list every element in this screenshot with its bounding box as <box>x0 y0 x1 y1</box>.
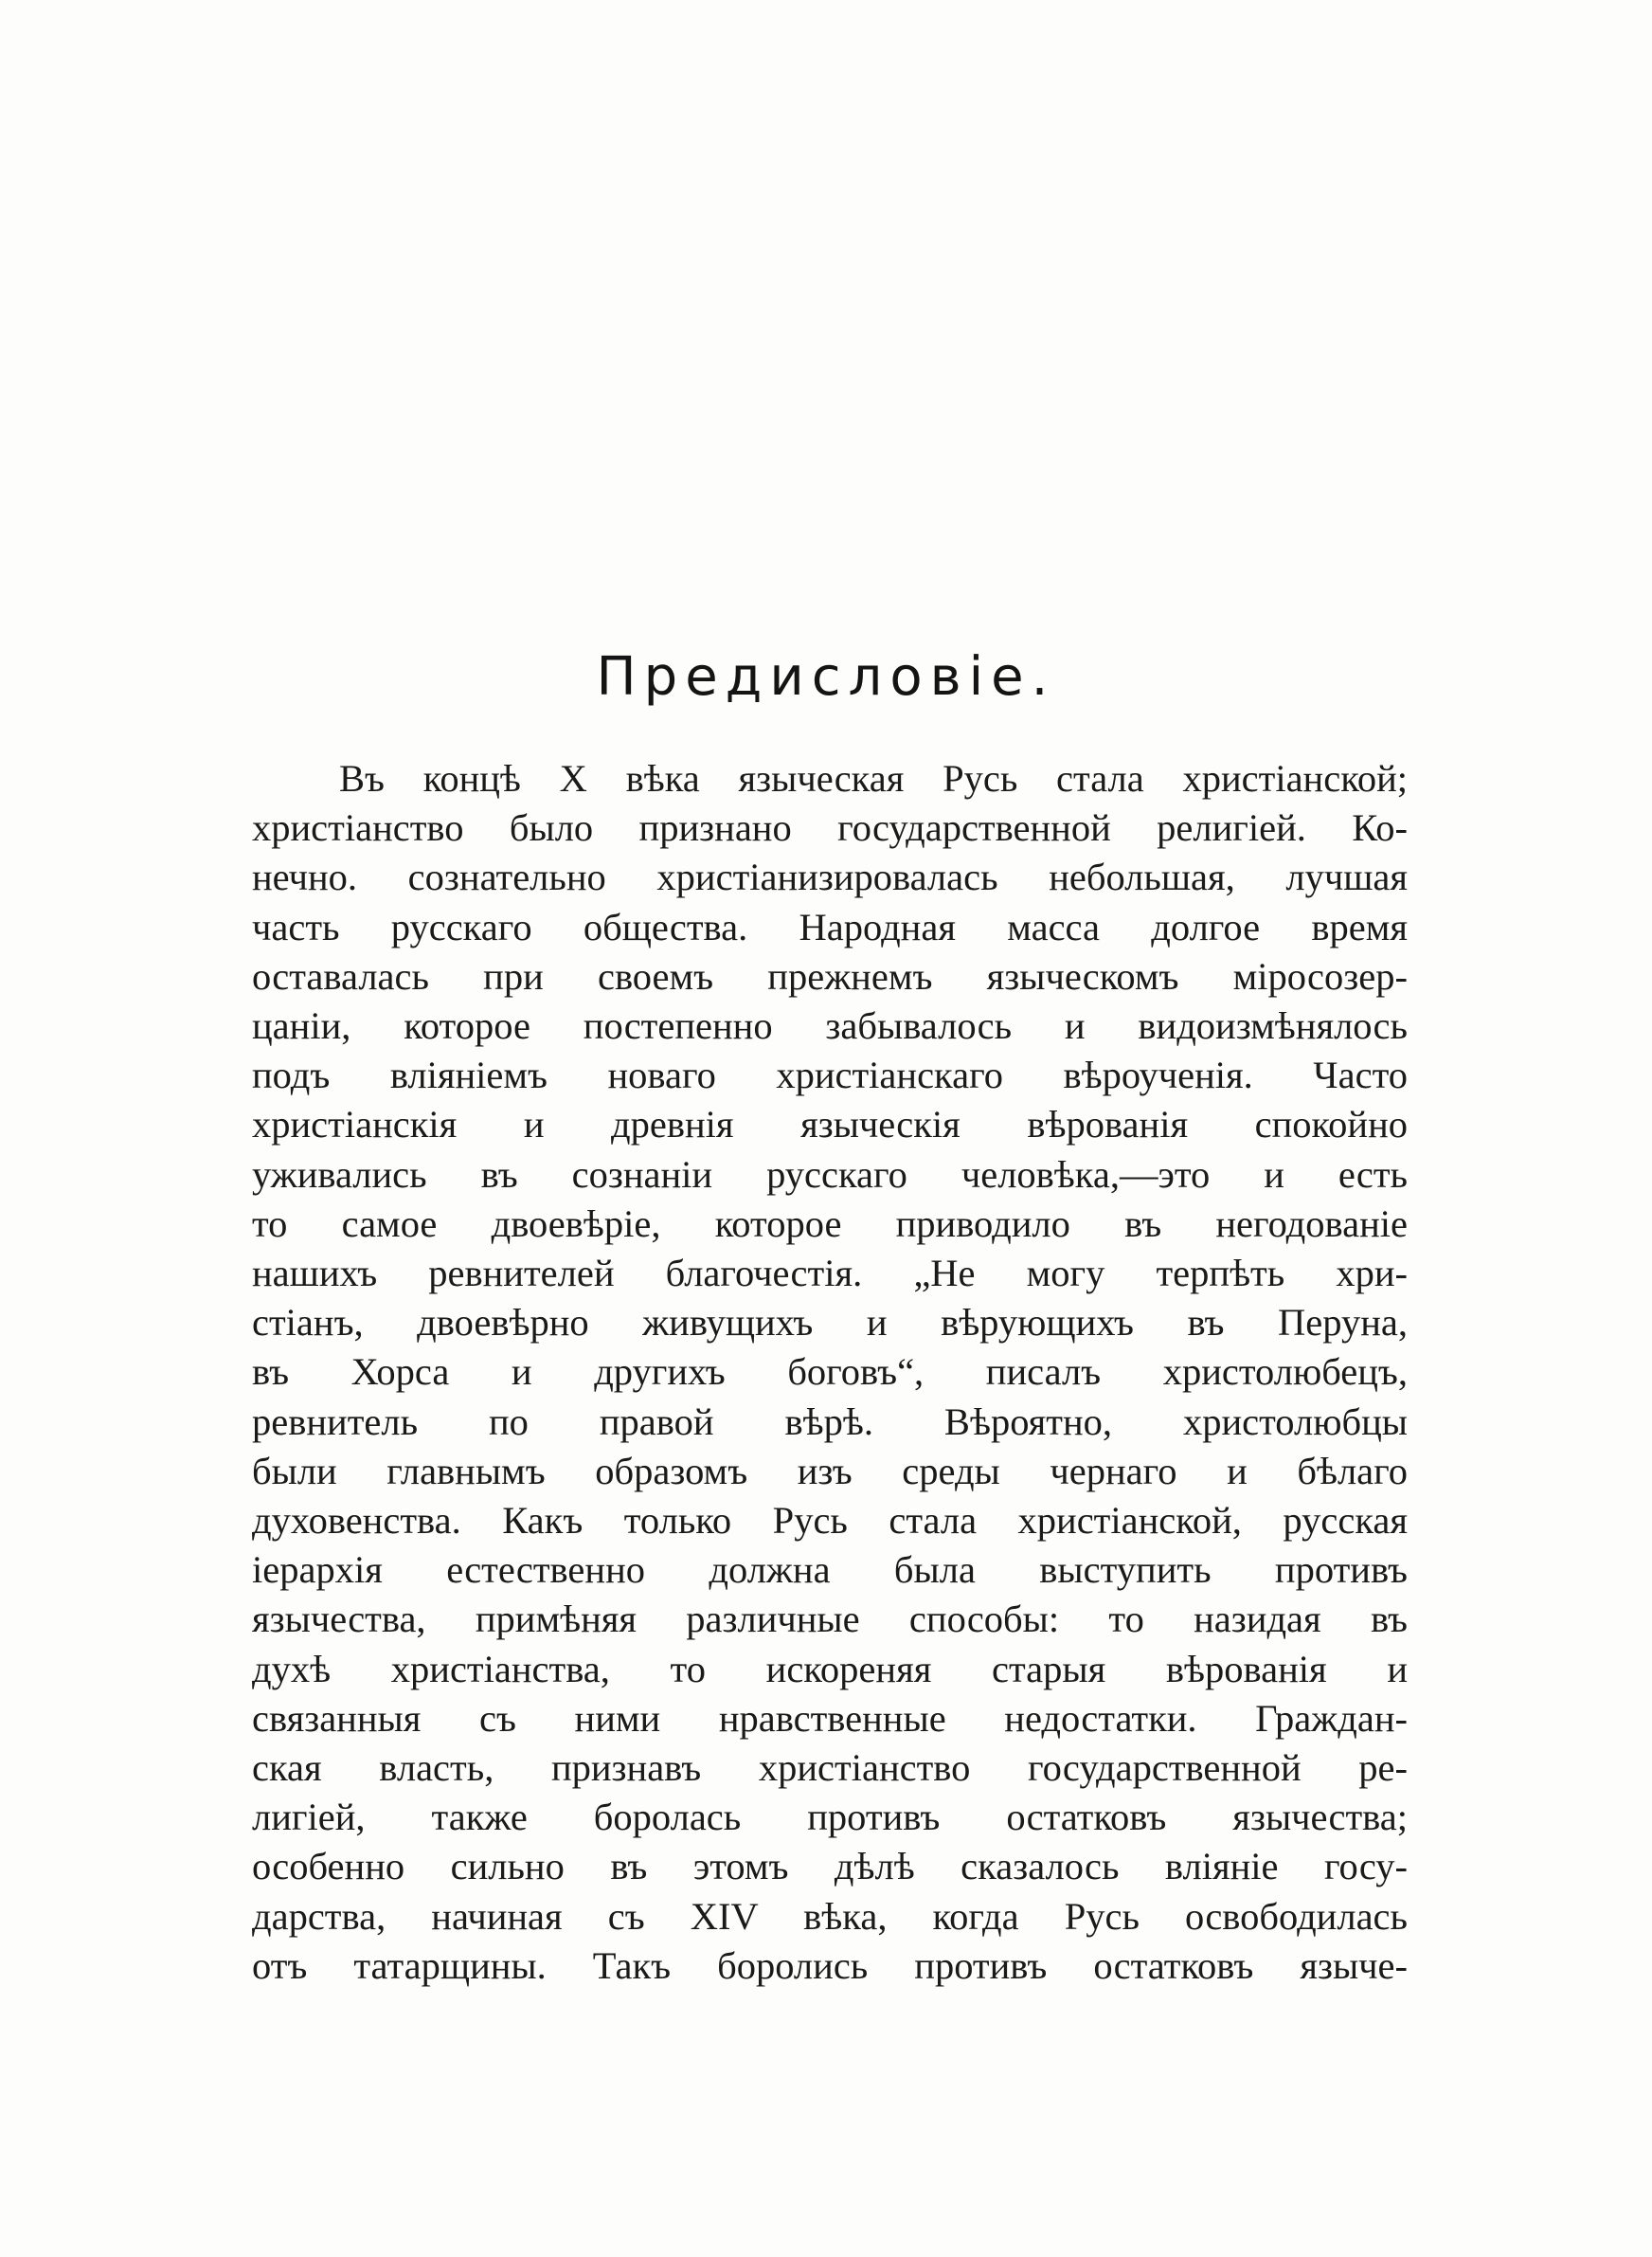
text-line: язычества, примѣняя различные способы: то назидая въ <box>252 1598 1408 1641</box>
text-line: ревнитель по правой вѣрѣ. Вѣроятно, христолюбцы <box>252 1399 1408 1443</box>
text-line: особенно сильно въ этомъ дѣлѣ сказалось вліяніе госу- <box>252 1845 1408 1888</box>
text-line: лигіей, также боролась противъ остатковъ язычества; <box>252 1796 1408 1839</box>
text-line: въ Хорса и другихъ боговъ“, писалъ христолюбецъ, <box>252 1350 1408 1394</box>
text-line: духѣ христіанства, то искореняя старыя вѣрованія и <box>252 1647 1408 1690</box>
text-line: іерархія естественно должна была выступить противъ <box>252 1548 1408 1592</box>
text-line: часть русскаго общества. Народная масса долгое время <box>252 905 1408 948</box>
text-line: нечно. сознательно христіанизировалась небольшая, лучшая <box>252 856 1408 899</box>
page-heading: Предисловіе. <box>596 646 1056 708</box>
text-line: христіанскія и древнія языческія вѣрованія спокойно <box>252 1103 1408 1147</box>
text-line: связанныя съ ними нравственные недостатки. Граждан- <box>252 1696 1408 1740</box>
text-line: то самое двоевѣріе, которое приводило въ негодованіе <box>252 1201 1408 1245</box>
text-line: духовенства. Какъ только Русь стала христіанской, русская <box>252 1499 1408 1543</box>
text-line: Въ концѣ X вѣка языческая Русь стала христіанской; <box>339 757 1408 800</box>
text-line: подъ вліяніемъ новаго христіанскаго вѣроученія. Часто <box>252 1054 1408 1097</box>
text-line: уживались въ сознаніи русскаго человѣка,—это и есть <box>252 1152 1408 1196</box>
text-line: оставалась при своемъ прежнемъ языческомъ міросозер- <box>252 954 1408 998</box>
text-line: стіанъ, двоевѣрно живущихъ и вѣрующихъ въ Перуна, <box>252 1301 1408 1345</box>
text-line: были главнымъ образомъ изъ среды чернаго и бѣлаго <box>252 1449 1408 1492</box>
text-line: ская власть, признавъ христіанство государственной ре- <box>252 1746 1408 1790</box>
text-line: христіанство было признано государственной религіей. Ко- <box>252 806 1408 850</box>
text-line: цаніи, которое постепенно забывалось и видоизмѣнялось <box>252 1004 1408 1048</box>
text-line: дарства, начиная съ XIV вѣка, когда Русь освободилась <box>252 1894 1408 1938</box>
text-line: нашихъ ревнителей благочестія. „Не могу терпѣть хри- <box>252 1252 1408 1295</box>
body-paragraph <box>252 754 1408 1991</box>
text-line: отъ татарщины. Такъ боролись противъ остатковъ языче- <box>252 1943 1408 1987</box>
